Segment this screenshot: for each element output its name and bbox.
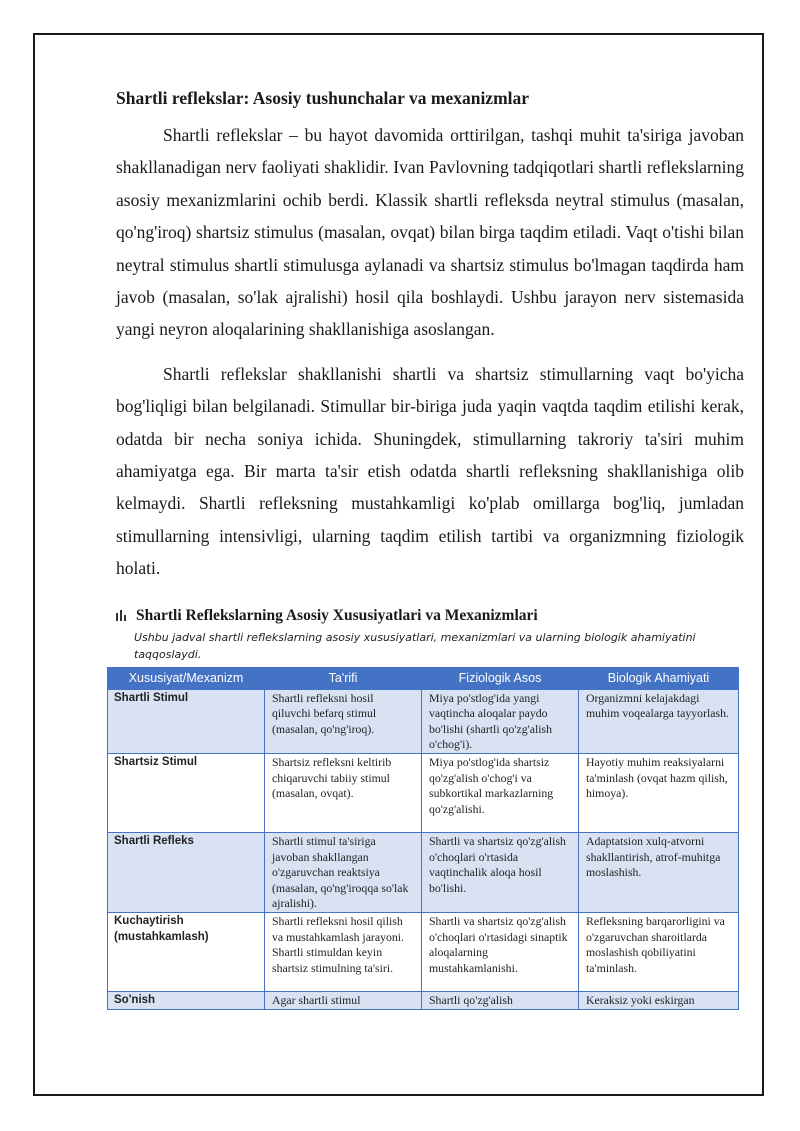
table-cell: Shartli qo'zg'alish (422, 992, 579, 1010)
table-header-cell: Ta'rifi (265, 667, 422, 689)
table-cell: Refleksning barqarorligini va o'zgaruvchan sharoitlarda moslashish qobiliyatini ta'minlash. (579, 913, 739, 992)
table-header-cell: Xususiyat/Mexanizm (108, 667, 265, 689)
table-cell: Kuchaytirish (mustahkamlash) (108, 913, 265, 992)
table-cell: Adaptatsion xulq-atvorni shakllantirish, atrof-muhitga moslashish. (579, 833, 739, 913)
page-frame (33, 33, 764, 1096)
document-heading: Shartli reflekslar: Asosiy tushunchalar va mexanizmlar (116, 88, 530, 108)
table-header-cell: Biologik Ahamiyati (579, 667, 739, 689)
table-header-row (108, 667, 739, 689)
table-cell: Shartli va shartsiz qo'zg'alish o'choqlari o'rtasidagi sinaptik aloqalarning mustahkamlanishi. (422, 913, 579, 992)
table-cell: Keraksiz yoki eskirgan (579, 992, 739, 1010)
table-cell: Shartsiz Stimul (108, 754, 265, 833)
table-cell: Miya po'stlog'ida shartsiz qo'zg'alish o'chog'i va subkortikal markazlarning qo'zg'alishi. (422, 754, 579, 833)
table-row (108, 833, 739, 913)
table-cell: Miya po'stlog'ida yangi vaqtincha aloqalar paydo bo'lishi (shartli qo'zg'alish o'chog'i). (422, 689, 579, 753)
table-cell: So'nish (108, 992, 265, 1010)
table-cell: Shartli refleksni hosil qiluvchi befarq stimul (masalan, qo'ng'iroq). (265, 689, 422, 753)
paragraph-1: Shartli reflekslar – bu hayot davomida orttirilgan, tashqi muhit ta'siriga javoban shakllanadigan nerv faoliyati shaklidir. Ivan Pavlovning tadqiqotlari shartli reflekslarning asosiy mexanizmlarini ochib berdi. Klassik shartli refleksda neytral stimulus (masalan, qo'ng'iroq) shartsiz stimulus (masalan, ovqat) bilan birga taqdim etiladi. Vaqt o'tishi bilan neytral stimulus shartli stimulusga aylanadi va shartsiz stimulus bo'lmagan taqdirda ham javob (masalan, so'lak ajralishi) hosil qila boshlaydi. Ushbu jarayon nerv sistemasida yangi neyron aloqalarining shakllanishiga asoslangan. (116, 125, 744, 340)
table-row (108, 913, 739, 992)
table-title (116, 607, 744, 625)
table-cell: Shartsiz refleksni keltirib chiqaruvchi tabiiy stimul (masalan, ovqat). (265, 754, 422, 833)
table-caption: Ushbu jadval shartli reflekslarning asosiy xususiyatlari, mexanizmlari va ularning biologik ahamiyatini taqqoslaydi. (134, 630, 696, 661)
table-cell: Shartli Refleks (108, 833, 265, 913)
table-row (108, 754, 739, 833)
characteristics-table (107, 667, 739, 1010)
table-cell: Organizmni kelajakdagi muhim voqealarga tayyorlash. (579, 689, 739, 753)
bar-chart-icon (116, 610, 128, 621)
table-cell: Shartli stimul ta'siriga javoban shakllangan o'zgaruvchan reaktsiya (masalan, qo'ng'iroqqa so'lak ajralishi). (265, 833, 422, 913)
table-header-cell: Fiziologik Asos (422, 667, 579, 689)
table-row (108, 992, 739, 1010)
table-cell: Shartli refleksni hosil qilish va mustahkamlash jarayoni. Shartli stimuldan keyin shartsiz stimulning ta'siri. (265, 913, 422, 992)
table-cell: Hayotiy muhim reaksiyalarni ta'minlash (ovqat hazm qilish, himoya). (579, 754, 739, 833)
table-cell: Shartli va shartsiz qo'zg'alish o'choqlari o'rtasida vaqtinchalik aloqa hosil bo'lishi. (422, 833, 579, 913)
table-cell: Shartli Stimul (108, 689, 265, 753)
paragraph-2: Shartli reflekslar shakllanishi shartli va shartsiz stimullarning vaqt bo'yicha bog'liqligi bilan belgilanadi. Stimullar bir-biriga juda yaqin vaqtda taqdim etilishi kerak, odatda bir necha soniya ichida. Shuningdek, stimullarning takroriy ta'siri muhim ahamiyatga ega. Bir marta ta'sir etish odatda shartli refleksning shakllanishiga olib kelmaydi. Shartli refleksning mustahkamligi ko'plab omillarga bog'liq, jumladan stimullarning intensivligi, ularning taqdim etilish tartibi va organizmning fiziologik holati. (116, 363, 744, 579)
table-cell: Agar shartli stimul (265, 992, 422, 1010)
table-title-text: Shartli Reflekslarning Asosiy Xususiyatlari va Mexanizmlari (136, 606, 538, 624)
table-row (108, 689, 739, 753)
document-body (116, 87, 744, 1010)
